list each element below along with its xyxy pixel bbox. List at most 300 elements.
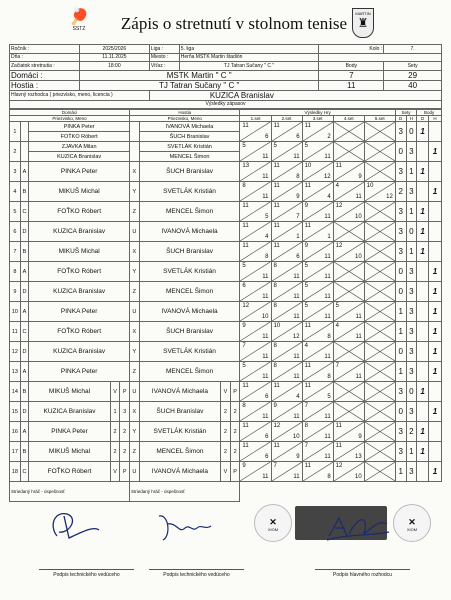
set-score-cell xyxy=(240,422,271,442)
set-score-cell xyxy=(240,202,271,222)
points-home xyxy=(417,322,429,342)
match-info-table xyxy=(9,44,442,109)
sets-home: 0 xyxy=(395,402,406,422)
points-away xyxy=(429,242,442,262)
set-away-score: 1 xyxy=(296,234,300,240)
table-row xyxy=(10,222,442,242)
home-player-letter: B xyxy=(20,242,29,262)
sets-home: 1 xyxy=(395,462,406,482)
set-away-score: 11 xyxy=(324,314,331,320)
away-name-header: Priezvisko, Meno xyxy=(130,116,240,122)
sets-away: 1 xyxy=(406,242,417,262)
match-number: 5 xyxy=(10,202,21,222)
set4-header: 4.set xyxy=(333,116,364,122)
table-row xyxy=(10,282,442,302)
away-player-name: ŠUCH Branislav xyxy=(139,322,240,342)
home-extra-2: P xyxy=(120,462,130,482)
set-away-score: 6 xyxy=(265,454,269,460)
set-score-cell xyxy=(333,202,364,222)
set-score-cell xyxy=(333,222,364,242)
home-player-name: KUZICA Branislav xyxy=(29,282,130,302)
points-home xyxy=(417,362,429,382)
set-away-score: 11 xyxy=(324,454,331,460)
home-player-name: MIKUŠ Michal xyxy=(29,242,130,262)
set-away-score: 4 xyxy=(296,394,300,400)
sets-header: Sety xyxy=(384,62,442,71)
set-home-score: 11 xyxy=(273,183,280,189)
away-player-name: SVETLÁK Kristián xyxy=(139,342,240,362)
match-number: 3 xyxy=(10,162,21,182)
ball-logo-right xyxy=(393,504,431,542)
match-number: 2 xyxy=(10,142,21,162)
away-player-name: IVANOVÁ Michaela xyxy=(139,122,240,132)
set-home-score: 11 xyxy=(304,363,311,369)
set-score-cell xyxy=(364,182,395,202)
home-player-letter: A xyxy=(20,362,29,382)
set-away-score: 11 xyxy=(262,154,269,160)
home-extra-2: 3 xyxy=(120,402,130,422)
sets-column-header: Sety xyxy=(395,110,416,116)
set-away-score: 4 xyxy=(265,234,269,240)
table-row xyxy=(10,422,442,442)
home-player-name: KUZICA Branislav xyxy=(29,152,130,162)
set-score-cell xyxy=(364,342,395,362)
points-away: 1 xyxy=(429,322,442,342)
empty-set-slash xyxy=(365,382,395,401)
away-player-name: SVETLÁK Kristián xyxy=(139,262,240,282)
set-away-score: 11 xyxy=(355,194,362,200)
set-home-score: 11 xyxy=(273,243,280,249)
points-away-header: H xyxy=(429,116,442,122)
venue-value: Herňa MSTK Martin štadión xyxy=(179,53,319,62)
set-score-cell xyxy=(364,142,395,162)
away-extra-1: 2 xyxy=(221,442,231,462)
set-home-score: 11 xyxy=(242,443,249,449)
set-away-score: 11 xyxy=(262,294,269,300)
set-score-cell xyxy=(333,322,364,342)
match-number: 8 xyxy=(10,262,21,282)
home-extra-1: 1 xyxy=(110,402,120,422)
signature-1 xyxy=(39,506,109,546)
empty-set-slash xyxy=(334,142,364,161)
sets-away: 2 xyxy=(406,422,417,442)
set-away-score: 11 xyxy=(324,414,331,420)
set-home-score: 11 xyxy=(242,423,249,429)
set-score-cell xyxy=(302,342,333,362)
points-home xyxy=(417,262,429,282)
points-away: 1 xyxy=(429,262,442,282)
game-rows xyxy=(10,122,442,482)
set-score-cell xyxy=(271,262,302,282)
points-column-header: Body xyxy=(417,110,442,116)
away-player-name: SVETLÁK Kristián xyxy=(139,142,240,152)
home-player-name: FOŤKO Róbert xyxy=(29,462,110,482)
away-sets: 40 xyxy=(384,80,442,90)
set-score-cell xyxy=(333,182,364,202)
set-away-score: 11 xyxy=(324,154,331,160)
winner-label: Víťaz : xyxy=(149,62,179,71)
set-away-score: 9 xyxy=(358,174,362,180)
away-extra-2: 2 xyxy=(230,402,240,422)
xiom-icon: ✕ xyxy=(269,517,277,527)
match-number: 15 xyxy=(10,402,21,422)
set-away-score: 9 xyxy=(358,434,362,440)
home-extra-2: 2 xyxy=(120,442,130,462)
table-row xyxy=(10,202,442,222)
points-home: 1 xyxy=(417,442,429,462)
set-away-score: 6 xyxy=(296,254,300,260)
signature-2 xyxy=(149,506,219,546)
set-score-cell xyxy=(302,442,333,462)
points-home xyxy=(417,342,429,362)
sets-away: 0 xyxy=(406,382,417,402)
set-score-cell xyxy=(302,242,333,262)
points-away xyxy=(429,202,442,222)
set-score-cell xyxy=(240,322,271,342)
sets-home: 3 xyxy=(395,242,406,262)
away-extra-1: 2 xyxy=(221,422,231,442)
table-row xyxy=(10,142,442,152)
set-score-cell xyxy=(271,122,302,142)
empty-set-slash xyxy=(365,362,395,381)
home-player-letter xyxy=(20,122,29,142)
set-score-cell xyxy=(364,222,395,242)
set-score-cell xyxy=(271,202,302,222)
home-player-letter: D xyxy=(20,342,29,362)
home-label: Domáci : xyxy=(10,70,80,80)
away-player-letter xyxy=(130,142,140,162)
empty-set-slash xyxy=(334,382,364,401)
away-player-letter: U xyxy=(130,222,140,242)
points-home xyxy=(417,462,429,482)
sets-away: 3 xyxy=(406,282,417,302)
set-home-score: 6 xyxy=(242,283,246,289)
set-score-cell xyxy=(364,262,395,282)
away-player-letter: X xyxy=(130,162,140,182)
set-score-cell xyxy=(333,402,364,422)
set-home-score: 5 xyxy=(335,303,339,309)
set-score-cell xyxy=(364,442,395,462)
set-score-cell xyxy=(240,302,271,322)
away-player-name: MENCEL Šimon xyxy=(139,282,240,302)
table-row xyxy=(10,182,442,202)
castle-icon: ♜ xyxy=(357,16,369,30)
empty-set-slash xyxy=(334,282,364,301)
away-player-name: ŠUCH Branislav xyxy=(139,242,240,262)
points-home-header: D xyxy=(417,116,429,122)
points-away xyxy=(429,382,442,402)
xiom-icon: ✕ xyxy=(408,517,416,527)
set-score-cell xyxy=(271,422,302,442)
set-away-score: 2 xyxy=(327,134,331,140)
set-away-score: 5 xyxy=(327,394,331,400)
away-player-name: MENCEL Šimon xyxy=(139,152,240,162)
home-player-name: KUZICA Branislav xyxy=(29,342,130,362)
set-score-cell xyxy=(271,242,302,262)
home-extra-1: 2 xyxy=(110,422,120,442)
match-number: 6 xyxy=(10,222,21,242)
set-score-cell xyxy=(271,282,302,302)
match-number: 14 xyxy=(10,382,21,402)
referee-label: Hlavný rozhodca ( priezvisko, meno, licencia ) xyxy=(10,90,150,100)
paddle-icon: 🏓 xyxy=(69,9,89,26)
set-score-cell xyxy=(302,262,333,282)
home-player-letter: A xyxy=(20,262,29,282)
set-away-score: 11 xyxy=(262,174,269,180)
home-player-letter: A xyxy=(20,302,29,322)
home-player-name: FOŤKO Róbert xyxy=(29,262,130,282)
set-home-score: 10 xyxy=(366,183,374,189)
away-player-name: IVANOVÁ Michaela xyxy=(139,222,240,242)
set-home-score: 11 xyxy=(242,123,249,129)
logo-text: SSTZ xyxy=(72,26,86,32)
sets-home: 3 xyxy=(395,202,406,222)
points-home: 1 xyxy=(417,382,429,402)
set-score-cell xyxy=(364,322,395,342)
empty-set-slash xyxy=(334,342,364,361)
set-score-cell xyxy=(271,162,302,182)
set-away-score: 12 xyxy=(386,194,393,200)
sets-home: 3 xyxy=(395,442,406,462)
points-away xyxy=(429,222,442,242)
set-score-cell xyxy=(271,222,302,242)
set-away-score: 11 xyxy=(293,474,300,480)
table-row xyxy=(10,162,442,182)
set-away-score: 10 xyxy=(355,254,362,260)
crest-text: MARTIN xyxy=(355,11,371,16)
points-away xyxy=(429,442,442,462)
match-number: 9 xyxy=(10,282,21,302)
set-score-cell xyxy=(364,282,395,302)
set-away-score: 10 xyxy=(355,474,362,480)
set-away-score: 6 xyxy=(296,134,300,140)
set-score-cell xyxy=(302,182,333,202)
season-label: Ročník : xyxy=(10,45,80,54)
away-player-name: MENCEL Šimon xyxy=(139,442,220,462)
set-home-score: 5 xyxy=(304,283,308,289)
sets-home: 1 xyxy=(395,322,406,342)
empty-set-slash xyxy=(365,222,395,241)
set-away-score: 8 xyxy=(327,374,331,380)
away-player-letter: Z xyxy=(130,282,140,302)
set-score-cell xyxy=(271,342,302,362)
set-score-cell xyxy=(333,442,364,462)
empty-set-slash xyxy=(365,162,395,181)
set-score-cell xyxy=(240,442,271,462)
set-score-cell xyxy=(364,462,395,482)
away-extra-1: V xyxy=(221,382,231,402)
home-player-letter: D xyxy=(20,402,29,422)
set-score-cell xyxy=(333,342,364,362)
table-row xyxy=(10,262,442,282)
home-name-header: Priezvisko, Meno xyxy=(10,116,130,122)
set-score-cell xyxy=(333,462,364,482)
sets-home: 2 xyxy=(395,182,406,202)
set-home-score: 11 xyxy=(273,163,280,169)
set-score-cell xyxy=(302,322,333,342)
set-home-score: 5 xyxy=(304,143,308,149)
points-home xyxy=(417,402,429,422)
empty-set-slash xyxy=(365,302,395,321)
set-home-score: 11 xyxy=(304,183,311,189)
set-away-score: 7 xyxy=(296,214,300,220)
empty-set-slash xyxy=(365,402,395,421)
match-number: 13 xyxy=(10,362,21,382)
season-value: 2025/2026 xyxy=(79,45,149,54)
empty-set-slash xyxy=(334,262,364,281)
set-away-score: 11 xyxy=(355,334,362,340)
home-player-name: FOŤKO Róbert xyxy=(29,202,130,222)
set-away-score: 6 xyxy=(265,134,269,140)
points-away xyxy=(429,422,442,442)
round-label: Kolo : xyxy=(319,45,384,54)
empty-set-slash xyxy=(365,242,395,261)
set-score-cell xyxy=(271,382,302,402)
set-score-cell xyxy=(240,382,271,402)
set3-header: 3.set xyxy=(302,116,333,122)
league-value: 5. liga xyxy=(179,45,319,54)
set-home-score: 7 xyxy=(242,343,246,349)
sets-away: 3 xyxy=(406,322,417,342)
round-value: 7. xyxy=(384,45,442,54)
home-player-name: PINKA Peter xyxy=(29,422,110,442)
home-player-letter: C xyxy=(20,462,29,482)
match-number: 1 xyxy=(10,122,21,142)
sets-away: 3 xyxy=(406,142,417,162)
home-team: MSTK Martin " C " xyxy=(79,70,318,80)
set-home-score: 8 xyxy=(273,343,277,349)
match-number: 18 xyxy=(10,462,21,482)
set-home-score: 5 xyxy=(304,263,308,269)
set-score-cell xyxy=(271,442,302,462)
set-score-cell xyxy=(302,362,333,382)
set-home-score: 8 xyxy=(273,363,277,369)
set-away-score: 11 xyxy=(293,154,300,160)
set-score-cell xyxy=(364,422,395,442)
away-player-name: IVANOVÁ Michaela xyxy=(139,382,220,402)
league-label: Liga : xyxy=(149,45,179,54)
results-title: Výsledky zápasov xyxy=(10,100,442,109)
table-row xyxy=(10,382,442,402)
set-away-score: 11 xyxy=(262,414,269,420)
set-score-cell xyxy=(364,382,395,402)
set-away-score: 13 xyxy=(355,454,362,460)
signature-3 xyxy=(319,506,394,546)
set-score-cell xyxy=(271,322,302,342)
set-home-score: 7 xyxy=(304,403,308,409)
away-player-letter: Y xyxy=(130,262,140,282)
set-home-score: 12 xyxy=(242,303,250,309)
points-away: 1 xyxy=(429,142,442,162)
sets-home: 0 xyxy=(395,262,406,282)
set-home-score: 11 xyxy=(335,163,342,169)
set-away-score: 11 xyxy=(293,414,300,420)
empty-set-slash xyxy=(365,202,395,221)
set-away-score: 11 xyxy=(262,274,269,280)
points-away xyxy=(429,162,442,182)
set-home-score: 9 xyxy=(242,463,246,469)
set-home-score: 12 xyxy=(335,463,343,469)
signature-label-home: Podpis technického vedúceho xyxy=(39,569,134,578)
set-away-score: 11 xyxy=(262,194,269,200)
set-home-score: 11 xyxy=(304,123,311,129)
home-extra-2: 2 xyxy=(120,422,130,442)
sets-away: 3 xyxy=(406,262,417,282)
away-player-name: SVETLÁK Kristián xyxy=(139,422,220,442)
set-away-score: 11 xyxy=(324,214,331,220)
set-home-score: 7 xyxy=(273,463,277,469)
set-away-score: 9 xyxy=(296,454,300,460)
home-player-name: PINKA Peter xyxy=(29,162,130,182)
empty-set-slash xyxy=(334,122,364,141)
points-away: 1 xyxy=(429,182,442,202)
home-player-letter: A xyxy=(20,422,29,442)
match-number: 11 xyxy=(10,322,21,342)
set-home-score: 4 xyxy=(304,343,308,349)
table-row xyxy=(10,342,442,362)
set-score-cell xyxy=(302,282,333,302)
winner-value: TJ Tatran Sučany " C " xyxy=(179,62,319,71)
set-away-score: 11 xyxy=(293,294,300,300)
home-column-header: Domáci xyxy=(10,110,130,116)
start-label: Začiatok stretnutia : xyxy=(10,62,80,71)
set-home-score: 5 xyxy=(242,143,246,149)
set-home-score: 9 xyxy=(304,243,308,249)
set-home-score: 10 xyxy=(273,323,281,329)
away-extra-2: 2 xyxy=(230,422,240,442)
set-score-cell xyxy=(240,122,271,142)
sets-away: 3 xyxy=(406,342,417,362)
sets-home-header: D xyxy=(395,116,406,122)
date-label: Dňa : xyxy=(10,53,80,62)
table-row xyxy=(10,362,442,382)
set-away-score: 1 xyxy=(327,234,331,240)
set-home-score: 11 xyxy=(304,463,311,469)
header xyxy=(9,8,442,44)
away-extra-1: 2 xyxy=(221,402,231,422)
set5-header: 5.set xyxy=(364,116,395,122)
away-player-letter: X xyxy=(130,402,140,422)
set-away-score: 6 xyxy=(265,434,269,440)
away-player-name: IVANOVÁ Michaela xyxy=(139,462,220,482)
table-row xyxy=(10,242,442,262)
home-player-name: MIKUŠ Michal xyxy=(29,382,110,402)
points-home: 1 xyxy=(417,202,429,222)
set-away-score: 11 xyxy=(293,354,300,360)
set-score-cell xyxy=(333,162,364,182)
set-score-cell xyxy=(240,182,271,202)
set2-header: 2.set xyxy=(271,116,302,122)
home-extra-1: V xyxy=(110,382,120,402)
page-title: Zápis o stretnutí v stolnom tenise xyxy=(120,14,348,33)
set-home-score: 12 xyxy=(335,203,343,209)
set-score-cell xyxy=(333,242,364,262)
set-away-score: 11 xyxy=(324,434,331,440)
empty-set-slash xyxy=(365,262,395,281)
set-away-score: 11 xyxy=(262,334,269,340)
away-player-letter: Z xyxy=(130,202,140,222)
set-home-score: 11 xyxy=(304,223,311,229)
set-away-score: 5 xyxy=(265,214,269,220)
set-away-score: 10 xyxy=(355,214,362,220)
set-away-score: 11 xyxy=(262,474,269,480)
set-score-cell xyxy=(364,162,395,182)
away-extra-1: V xyxy=(221,462,231,482)
sets-home: 3 xyxy=(395,162,406,182)
ball-logo-left xyxy=(254,504,292,542)
set-score-cell xyxy=(302,162,333,182)
set-home-score: 9 xyxy=(273,403,277,409)
